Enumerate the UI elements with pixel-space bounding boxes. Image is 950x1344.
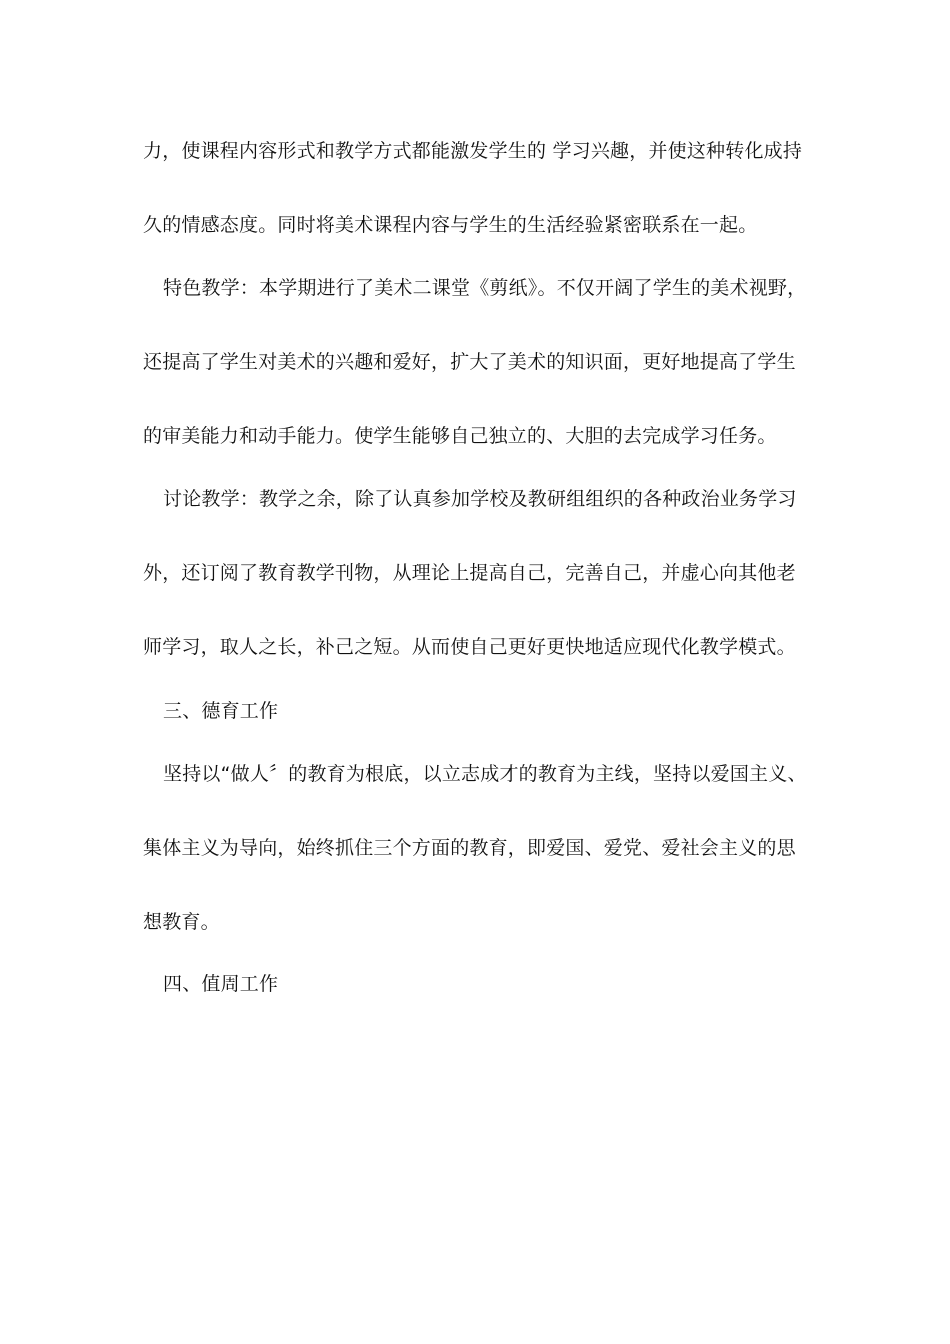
paragraph-line: 特色教学：本学期进行了美术二课堂《剪纸》。不仅开阔了学生的美术视野， (163, 277, 807, 299)
paragraph-line: 坚持以“做人〞的教育为根底，以立志成才的教育为主线，坚持以爱国主义、 (163, 763, 807, 785)
paragraph-line: 外，还订阅了教育教学刊物，从理论上提高自己，完善自己，并虚心向其他老 (143, 562, 796, 584)
paragraph-line: 集体主义为导向，始终抓住三个方面的教育，即爱国、爱党、爱社会主义的思 (143, 837, 796, 859)
paragraph-line: 还提高了学生对美术的兴趣和爱好，扩大了美术的知识面，更好地提高了学生 (143, 351, 796, 373)
section-heading: 三、德育工作 (163, 700, 279, 722)
section-heading: 四、值周工作 (163, 973, 279, 995)
paragraph-line: 久的情感态度。同时将美术课程内容与学生的生活经验紧密联系在一起。 (143, 214, 758, 236)
paragraph-line: 师学习，取人之长，补己之短。从而使自己更好更快地适应现代化教学模式。 (143, 636, 796, 658)
paragraph-line: 讨论教学：教学之余，除了认真参加学校及教研组组织的各种政治业务学习 (163, 488, 797, 510)
paragraph-line: 想教育。 (143, 911, 220, 933)
paragraph-line: 的审美能力和动手能力。使学生能够自己独立的、大胆的去完成学习任务。 (143, 425, 777, 447)
paragraph-line: 力，使课程内容形式和教学方式都能激发学生的 学习兴趣，并使这种转化成持 (143, 140, 803, 162)
